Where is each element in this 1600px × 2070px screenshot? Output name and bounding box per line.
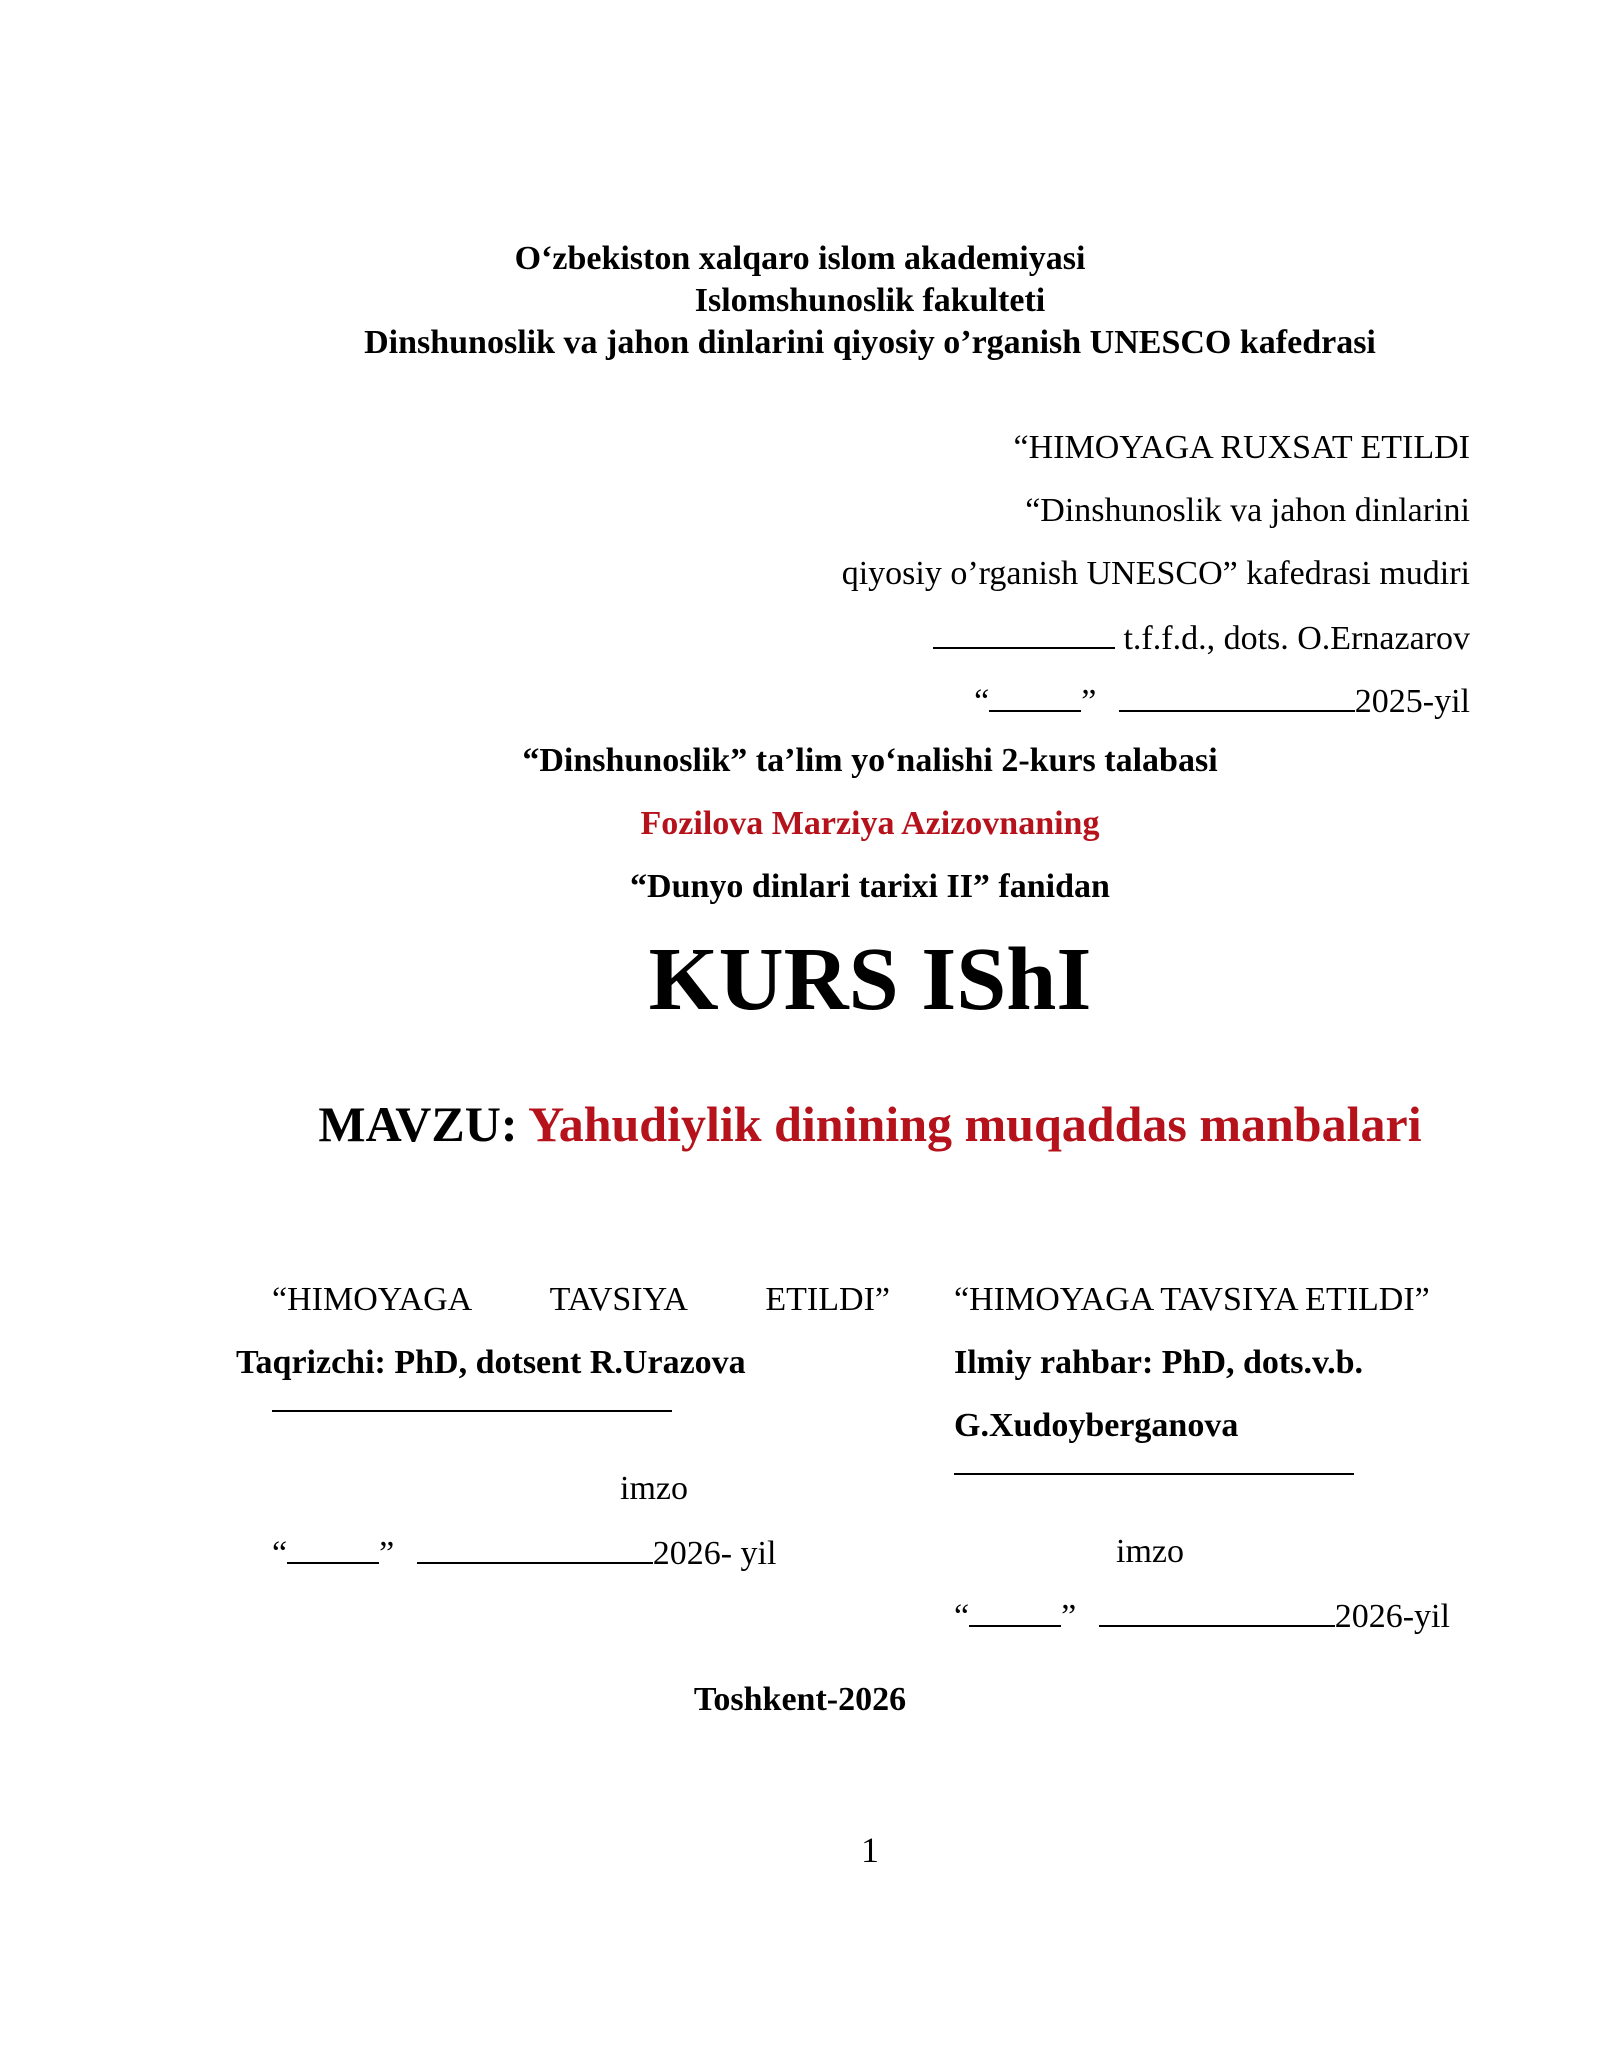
supervisor-signature-line: [954, 1473, 1354, 1475]
month-blank: [1119, 680, 1355, 712]
approval-signer-line: [933, 617, 1470, 659]
approval-year: 2025-yil: [1354, 683, 1470, 720]
subject-name: “Dunyo dinlari tarixi II” fanidan: [630, 868, 1110, 905]
open-quote: “: [954, 1598, 970, 1635]
student-program: “Dinshunoslik” ta’lim yo‘nalishi 2-kurs talabasi: [522, 742, 1218, 779]
close-quote: ”: [379, 1535, 395, 1572]
reviewer-role: Taqrizchi: PhD, dotsent R.Urazova: [236, 1344, 746, 1381]
approval-title: “HIMOYAGA RUXSAT ETILDI: [1013, 429, 1470, 466]
approval-line-2: qiyosiy o’rganish UNESCO” kafedrasi mudiri: [841, 555, 1470, 592]
close-quote: ”: [1061, 1598, 1077, 1635]
reviewer-year: 2026- yil: [652, 1535, 777, 1572]
topic-line: [70, 1094, 1600, 1154]
supervisor-date-line: [954, 1595, 1450, 1637]
approval-signer: t.f.f.d., dots. O.Ernazarov: [1123, 620, 1470, 657]
month-blank: [417, 1532, 653, 1564]
page-number: 1: [861, 1830, 879, 1870]
city-year: Toshkent-2026: [693, 1681, 907, 1718]
department-name: Dinshunoslik va jahon dinlarini qiyosiy o’rganish UNESCO kafedrasi: [364, 324, 1376, 361]
close-quote: ”: [1081, 683, 1097, 720]
supervisor-role-line-2: G.Xudoyberganova: [954, 1407, 1239, 1444]
supervisor-role-line-1: Ilmiy rahbar: PhD, dots.v.b.: [954, 1344, 1363, 1381]
month-blank: [1099, 1595, 1335, 1627]
document-title: KURS IShI: [648, 930, 1092, 1029]
topic-text: Yahudiylik dinining muqaddas manbalari: [528, 1096, 1422, 1152]
signature-blank: [933, 617, 1115, 649]
day-blank: [969, 1595, 1061, 1627]
academy-name: O‘zbekiston xalqaro islom akademiyasi: [514, 240, 1086, 277]
supervisor-recommend: “HIMOYAGA TAVSIYA ETILDI”: [954, 1281, 1430, 1318]
supervisor-year: 2026-yil: [1334, 1598, 1450, 1635]
student-name: Fozilova Marziya Azizovnaning: [640, 805, 1100, 842]
open-quote: “: [974, 683, 990, 720]
supervisor-sign-label: imzo: [1116, 1533, 1184, 1570]
faculty-name: Islomshunoslik fakulteti: [694, 282, 1046, 319]
reviewer-recommend: [272, 1280, 890, 1320]
open-quote: “: [272, 1535, 288, 1572]
recommend-word-3: ETILDI”: [765, 1281, 890, 1318]
reviewer-signature-line: [272, 1410, 672, 1412]
reviewer-date-line: [272, 1532, 776, 1574]
reviewer-sign-label: imzo: [620, 1470, 688, 1507]
recommend-word-2: TAVSIYA: [549, 1281, 688, 1318]
topic-label: MAVZU:: [318, 1096, 518, 1152]
approval-date-line: [974, 680, 1470, 722]
approval-line-1: “Dinshunoslik va jahon dinlarini: [1025, 492, 1470, 529]
day-blank: [989, 680, 1081, 712]
recommend-word-1: “HIMOYAGA: [272, 1281, 473, 1318]
day-blank: [287, 1532, 379, 1564]
